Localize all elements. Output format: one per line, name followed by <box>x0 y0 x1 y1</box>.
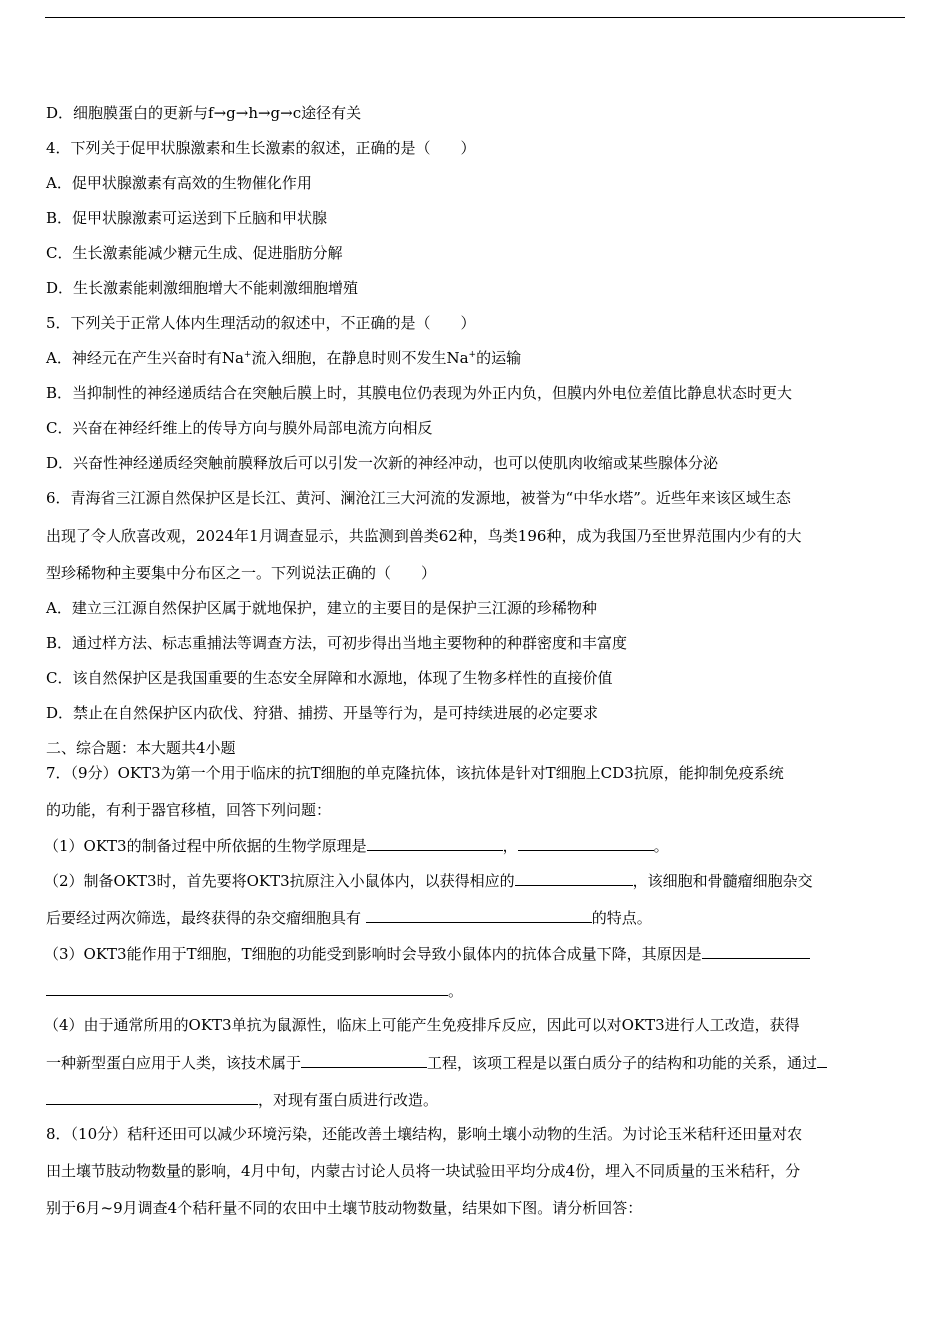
q7-part2-text3: 后要经过两次筛选，最终获得的杂交瘤细胞具有 <box>46 909 366 927</box>
answer-blank[interactable] <box>46 1089 258 1105</box>
answer-blank[interactable] <box>366 907 592 923</box>
answer-blank[interactable] <box>515 870 633 886</box>
question-8-stem-line1: 8．（10分）秸秆还田可以减少环境污染，还能改善土壤结构，影响土壤小动物的生活。为讨论玉米秸秆还田量对农 <box>46 1125 803 1143</box>
question-7-stem-line2: 的功能，有利于器官移植，回答下列问题： <box>46 801 332 819</box>
question-6-stem-line1: 6．青海省三江源自然保护区是长江、黄河、澜沧江三大河流的发源地，被誉为“中华水塔”。近些年来该区域生态 <box>46 489 791 507</box>
superscript-plus: + <box>243 350 252 360</box>
q7-part3-text: （3）OKT3能作用于T细胞，T细胞的功能受到影响时会导致小鼠体内的抗体合成量下降，其原因是 <box>44 945 702 963</box>
q7-part4-text1: 一种新型蛋白应用于人类，该技术属于 <box>46 1054 302 1072</box>
q7-part1-sep: ， <box>502 837 518 855</box>
question-7-stem-line1: 7．（9分）OKT3为第一个用于临床的抗T细胞的单克隆抗体，该抗体是针对T细胞上CD3抗原，能抑制免疫系统 <box>46 764 784 782</box>
q7-part2-text2: ，该细胞和骨髓瘤细胞杂交 <box>632 872 813 890</box>
question-8-stem-line3: 别于6月~9月调查4个秸秆量不同的农田中土壤节肢动物数量，结果如下图。请分析回答： <box>46 1199 643 1217</box>
question-7-part4-line3 <box>46 1089 438 1110</box>
answer-blank[interactable] <box>301 1052 427 1068</box>
option-b-q6: B．通过样方法、标志重捕法等调查方法，可初步得出当地主要物种的种群密度和丰富度 <box>46 634 628 652</box>
answer-blank[interactable] <box>367 835 503 851</box>
q7-part3-end: 。 <box>448 982 464 1000</box>
question-7-part4-line1: （4）由于通常所用的OKT3单抗为鼠源性，临床上可能产生免疫排斥反应，因此可以对OKT3进行人工改造，获得 <box>44 1016 800 1034</box>
question-6-stem-line3: 型珍稀物种主要集中分布区之一。下列说法正确的（ ） <box>46 564 437 582</box>
option-a-q6: A．建立三江源自然保护区属于就地保护，建立的主要目的是保护三江源的珍稀物种 <box>46 599 597 617</box>
option-d-q4: D．生长激素能刺激细胞增大不能刺激细胞增殖 <box>46 279 359 297</box>
option-c-q5: C．兴奋在神经纤维上的传导方向与膜外局部电流方向相反 <box>46 419 433 437</box>
option-d-q3: D．细胞膜蛋白的更新与f→g→h→g→c途径有关 <box>46 104 362 122</box>
question-7-part2-line2 <box>46 907 652 928</box>
answer-blank[interactable] <box>518 835 654 851</box>
q7-part2-text1: （2）制备OKT3时，首先要将OKT3抗原注入小鼠体内，以获得相应的 <box>44 872 515 890</box>
question-4-stem: 4．下列关于促甲状腺激素和生长激素的叙述，正确的是（ ） <box>46 139 476 157</box>
answer-blank[interactable] <box>702 943 810 959</box>
option-d-q6: D．禁止在自然保护区内砍伐、狩猎、捕捞、开垦等行为，是可持续进展的必定要求 <box>46 704 599 722</box>
question-7-part1 <box>44 835 669 856</box>
section-heading: 二、综合题：本大题共4小题 <box>46 739 236 757</box>
option-c-q4: C．生长激素能减少糖元生成、促进脂肪分解 <box>46 244 343 262</box>
question-7-part3-line2 <box>46 980 463 1001</box>
q7-part2-text4: 的特点。 <box>591 909 652 927</box>
option-a-q5-part1: A．神经元在产生兴奋时有Na <box>46 349 244 367</box>
q7-part4-text2: 工程，该项工程是以蛋白质分子的结构和功能的关系，通过 <box>427 1054 818 1072</box>
header-rule <box>45 17 905 18</box>
answer-blank[interactable] <box>46 980 448 996</box>
option-d-q5: D．兴奋性神经递质经突触前膜释放后可以引发一次新的神经冲动，也可以使肌肉收缩或某些腺体分泌 <box>46 454 719 472</box>
question-6-stem-line2: 出现了令人欣喜改观，2024年1月调查显示，共监测到兽类62种，鸟类196种，成为我国乃至世界范围内少有的大 <box>46 527 802 545</box>
answer-blank[interactable] <box>817 1052 827 1068</box>
q7-part4-text3: ，对现有蛋白质进行改造。 <box>258 1091 439 1109</box>
superscript-plus: + <box>468 350 477 360</box>
q7-part1-end: 。 <box>653 837 669 855</box>
option-a-q4: A．促甲状腺激素有高效的生物催化作用 <box>46 174 312 192</box>
question-5-stem: 5．下列关于正常人体内生理活动的叙述中，不正确的是（ ） <box>46 314 476 332</box>
q7-part1-text: （1）OKT3的制备过程中所依据的生物学原理是 <box>44 837 367 855</box>
option-a-q5-part2: 流入细胞，在静息时则不发生Na <box>251 349 469 367</box>
option-a-q5-part3: 的运输 <box>476 349 522 367</box>
option-b-q4: B．促甲状腺激素可运送到下丘脑和甲状腺 <box>46 209 328 227</box>
option-c-q6: C．该自然保护区是我国重要的生态安全屏障和水源地，体现了生物多样性的直接价值 <box>46 669 613 687</box>
question-7-part3-line1 <box>44 943 810 964</box>
option-a-q5 <box>46 348 521 368</box>
option-b-q5: B．当抑制性的神经递质结合在突触后膜上时，其膜电位仍表现为外正内负，但膜内外电位差值比静息状态时更大 <box>46 384 793 402</box>
question-8-stem-line2: 田土壤节肢动物数量的影响，4月中旬，内蒙古讨论人员将一块试验田平均分成4份，埋入不同质量的玉米秸秆，分 <box>46 1162 801 1180</box>
question-7-part4-line2 <box>46 1052 827 1073</box>
question-7-part2-line1 <box>44 870 813 891</box>
